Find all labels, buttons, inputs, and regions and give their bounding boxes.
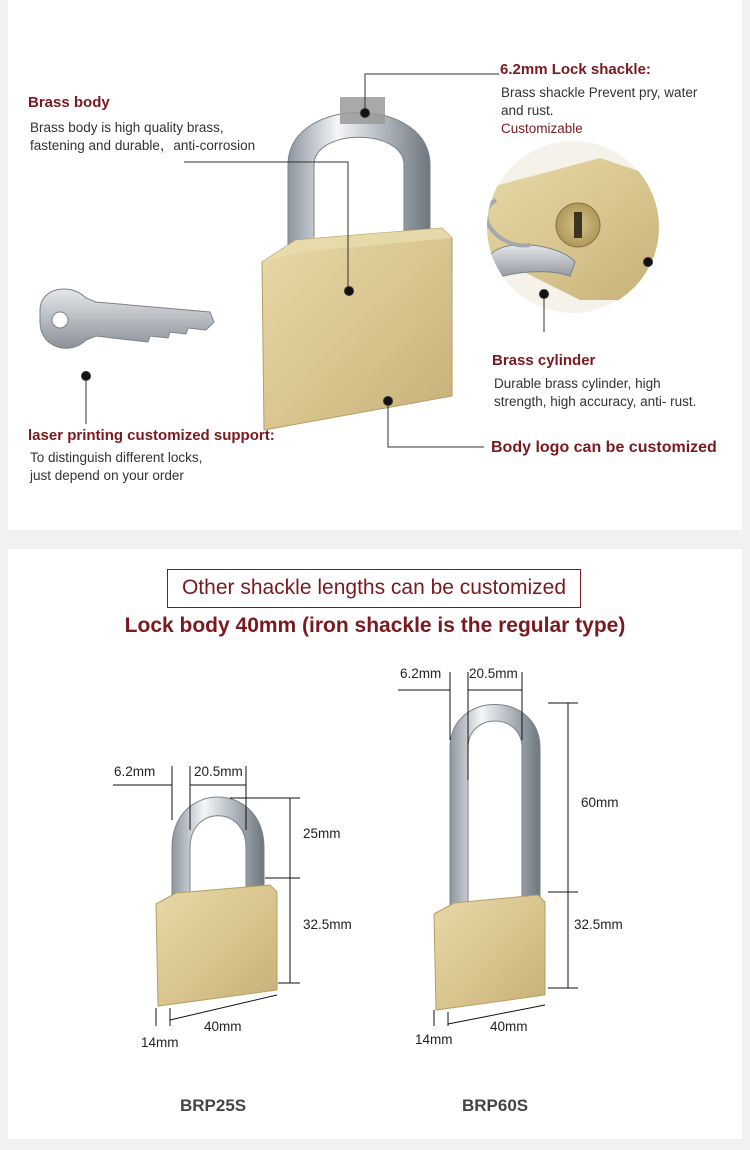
cylinder-line: strength, high accuracy, anti- rust. <box>494 394 697 409</box>
brp25s-model-label: BRP25S <box>180 1096 247 1115</box>
brp60s-width-label: 40mm <box>490 1019 528 1034</box>
brp60s-depth-label: 14mm <box>415 1032 453 1047</box>
shackle-title: 6.2mm Lock shackle: <box>500 61 651 78</box>
brp60s-diameter-label: 6.2mm <box>400 666 442 681</box>
brp25s-body-height-label: 32.5mm <box>303 917 352 932</box>
section-subtitle: Lock body 40mm (iron shackle is the regular type) <box>124 614 626 637</box>
brass-body-title: Brass body <box>28 94 110 111</box>
brp25s-width-label: 40mm <box>204 1019 242 1034</box>
brp25s-diameter-label: 6.2mm <box>114 764 156 779</box>
brp25s-depth-label: 14mm <box>141 1035 179 1050</box>
brass-body-line: Brass body is high quality brass, <box>30 120 224 135</box>
brp60s-body <box>434 895 545 1010</box>
cylinder-line: Durable brass cylinder, high <box>494 376 661 391</box>
cylinder-title: Brass cylinder <box>492 352 596 369</box>
brp60s-shackle <box>450 705 540 916</box>
lock-brp60s <box>434 705 545 1011</box>
laser-line: just depend on your order <box>30 468 184 483</box>
brp60s-body-height-label: 32.5mm <box>574 917 623 932</box>
customize-banner: Other shackle lengths can be customized <box>167 569 581 608</box>
brp60s-shackle-height-label: 60mm <box>581 795 619 810</box>
brass-body-line: fastening and durable，anti-corrosion <box>30 138 256 153</box>
shackle-customizable: Customizable <box>501 121 583 136</box>
brp25s-shackle-height-label: 25mm <box>303 826 341 841</box>
laser-line: To distinguish different locks, <box>30 450 203 465</box>
logo-title: Body logo can be customized <box>491 439 717 456</box>
brp60s-model-label: BRP60S <box>462 1096 529 1115</box>
shackle-line: and rust. <box>501 103 554 118</box>
brp60s-gap-label: 20.5mm <box>469 666 518 681</box>
brp25s-shackle <box>172 797 264 900</box>
laser-title: laser printing customized support: <box>28 427 275 444</box>
brp25s-gap-label: 20.5mm <box>194 764 243 779</box>
shackle-line: Brass shackle Prevent pry, water <box>501 85 698 100</box>
lock-brp25s <box>156 797 277 1006</box>
brp25s-body <box>156 885 277 1006</box>
